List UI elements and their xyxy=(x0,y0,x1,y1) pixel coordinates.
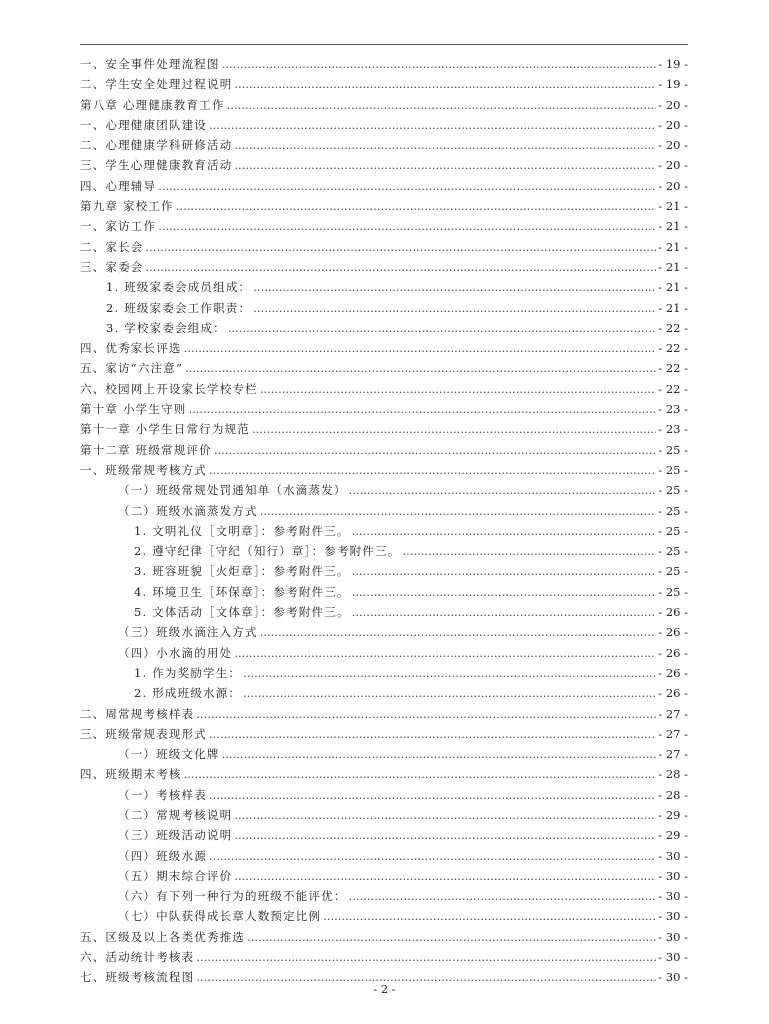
toc-entry-title: （三）班级水滴注入方式 xyxy=(118,625,258,640)
toc-entry-page: - 30 - xyxy=(658,929,688,944)
toc-leader-dots xyxy=(243,683,656,703)
toc-leader-dots xyxy=(227,95,657,115)
toc-entry-title: 2. 班级家委会工作职责： xyxy=(106,300,252,315)
toc-entry[interactable] xyxy=(80,805,688,825)
toc-entry-page: - 19 - xyxy=(658,57,688,71)
toc-entry-page: - 25 - xyxy=(658,584,688,599)
toc-leader-dots xyxy=(352,582,657,602)
toc-leader-dots xyxy=(252,419,656,439)
toc-leader-dots xyxy=(222,744,657,764)
toc-entry-title: 一、家访工作 xyxy=(80,219,157,234)
toc-entry-page: - 25 - xyxy=(658,503,688,518)
toc-entry-title: （四）班级水源 xyxy=(118,848,207,863)
toc-leader-dots xyxy=(188,399,656,419)
toc-leader-dots xyxy=(352,521,657,541)
toc-leader-dots xyxy=(234,155,656,175)
toc-entry[interactable] xyxy=(80,277,688,297)
toc-entry[interactable] xyxy=(80,399,688,419)
toc-entry-title: 二、学生安全处理过程说明 xyxy=(80,77,233,92)
toc-entry[interactable] xyxy=(80,906,688,926)
toc-entry[interactable] xyxy=(80,622,688,642)
toc-entry-title: 一、心理健康团队建设 xyxy=(80,117,207,132)
toc-leader-dots xyxy=(234,74,656,94)
toc-entry[interactable] xyxy=(80,115,688,135)
toc-entry[interactable] xyxy=(80,582,688,602)
toc-entry-page: - 20 - xyxy=(658,158,688,173)
toc-entry-title: 四、班级期末考核 xyxy=(80,767,182,782)
toc-entry-title: 1. 作为奖励学生： xyxy=(134,665,242,680)
toc-entry-page: - 30 - xyxy=(658,889,688,904)
toc-entry-title: 5. 文体活动［文体章］：参考附件三。 xyxy=(134,605,350,620)
toc-entry[interactable] xyxy=(80,764,688,784)
toc-entry-page: - 30 - xyxy=(658,909,688,924)
toc-entry-title: 第九章 家校工作 xyxy=(80,199,174,214)
toc-entry-page: - 25 - xyxy=(658,442,688,457)
toc-entry-title: 七、班级考核流程图 xyxy=(80,970,195,985)
toc-entry[interactable] xyxy=(80,866,688,886)
toc-entry[interactable] xyxy=(80,419,688,439)
toc-entry[interactable] xyxy=(80,785,688,805)
toc-leader-dots xyxy=(209,785,656,805)
toc-entry-page: - 29 - xyxy=(658,807,688,822)
toc-entry-page: - 26 - xyxy=(658,686,688,701)
toc-entry-title: （七）中队获得成长章人数预定比例 xyxy=(118,909,322,924)
toc-leader-dots xyxy=(247,927,656,947)
toc-entry-title: 三、学生心理健康教育活动 xyxy=(80,158,233,173)
toc-entry[interactable] xyxy=(80,155,688,175)
toc-entry[interactable] xyxy=(80,480,688,500)
toc-leader-dots xyxy=(243,663,656,683)
toc-entry-title: （一）班级常规处罚通知单（水滴蒸发） xyxy=(118,483,347,498)
toc-entry-title: 4. 环境卫生［环保章］：参考附件三。 xyxy=(134,584,350,599)
toc-entry-title: 三、家委会 xyxy=(80,259,144,274)
toc-entry-title: 第十二章 班级常规评价 xyxy=(80,442,212,457)
toc-leader-dots xyxy=(146,237,657,257)
toc-leader-dots xyxy=(185,358,656,378)
toc-entry-title: 一、班级常规考核方式 xyxy=(80,462,207,477)
toc-entry[interactable] xyxy=(80,379,688,399)
toc-entry-page: - 21 - xyxy=(658,239,688,254)
toc-entry[interactable] xyxy=(80,704,688,724)
toc-entry-title: 3. 班容班貌［火炬章］：参考附件三。 xyxy=(134,564,350,579)
toc-entry-page: - 28 - xyxy=(658,787,688,802)
toc-entry-title: 三、班级常规表现形式 xyxy=(80,726,207,741)
toc-leader-dots xyxy=(209,724,656,744)
toc-entry-page: - 30 - xyxy=(658,868,688,883)
toc-entry-title: （二）班级水滴蒸发方式 xyxy=(118,503,258,518)
toc-entry[interactable] xyxy=(80,74,688,94)
toc-entry-page: - 23 - xyxy=(658,422,688,437)
toc-entry-page: - 26 - xyxy=(658,625,688,640)
toc-leader-dots xyxy=(323,906,656,926)
toc-leader-dots xyxy=(402,541,656,561)
toc-entry-title: 六、校园网上开设家长学校专栏 xyxy=(80,381,258,396)
toc-entry-page: - 25 - xyxy=(658,462,688,477)
toc-entry-title: 五、区级及以上各类优秀推选 xyxy=(80,929,246,944)
toc-entry-title: （四）小水滴的用处 xyxy=(118,645,233,660)
toc-entry[interactable] xyxy=(80,54,688,74)
toc-entry-page: - 22 - xyxy=(658,361,688,376)
toc-entry-title: （三）班级活动说明 xyxy=(118,828,233,843)
toc-entry-page: - 25 - xyxy=(658,564,688,579)
toc-entry[interactable] xyxy=(80,825,688,845)
toc-entry-page: - 21 - xyxy=(658,219,688,234)
toc-entry[interactable] xyxy=(80,561,688,581)
toc-entry-page: - 21 - xyxy=(658,199,688,214)
toc-leader-dots xyxy=(253,277,656,297)
toc-leader-dots xyxy=(234,805,656,825)
toc-entry-title: 2. 形成班级水源： xyxy=(134,686,242,701)
toc-entry-page: - 21 - xyxy=(658,259,688,274)
toc-leader-dots xyxy=(214,440,656,460)
page-number: - 2 - xyxy=(373,982,396,996)
toc-entry[interactable] xyxy=(80,541,688,561)
toc-entry-page: - 22 - xyxy=(658,320,688,335)
toc-entry[interactable] xyxy=(80,216,688,236)
toc-entry[interactable] xyxy=(80,724,688,744)
toc-entry-page: - 25 - xyxy=(658,483,688,498)
toc-entry-page: - 20 - xyxy=(658,97,688,112)
toc-entry-page: - 28 - xyxy=(658,767,688,782)
toc-leader-dots xyxy=(209,460,656,480)
toc-leader-dots xyxy=(349,886,657,906)
toc-entry[interactable] xyxy=(80,298,688,318)
toc-entry-page: - 22 - xyxy=(658,341,688,356)
toc-entry-title: （一）考核样表 xyxy=(118,787,207,802)
toc-entry-title: （五）期末综合评价 xyxy=(118,868,233,883)
toc-leader-dots xyxy=(184,338,657,358)
toc-entry-page: - 20 - xyxy=(658,178,688,193)
toc-leader-dots xyxy=(184,764,657,784)
toc-entry[interactable] xyxy=(80,257,688,277)
toc-entry-page: - 26 - xyxy=(658,605,688,620)
toc-entry-page: - 30 - xyxy=(658,848,688,863)
toc-entry[interactable] xyxy=(80,521,688,541)
toc-leader-dots xyxy=(234,866,656,886)
toc-entry[interactable] xyxy=(80,846,688,866)
toc-entry-page: - 26 - xyxy=(658,665,688,680)
toc-entry-page: - 26 - xyxy=(658,645,688,660)
toc-entry-page: - 27 - xyxy=(658,726,688,741)
toc-leader-dots xyxy=(196,704,656,724)
toc-leader-dots xyxy=(352,561,657,581)
toc-entry[interactable] xyxy=(80,358,688,378)
toc-entry-page: - 23 - xyxy=(658,402,688,417)
toc-leader-dots xyxy=(228,318,656,338)
toc-entry-title: 第十章 小学生守则 xyxy=(80,402,187,417)
toc-entry[interactable] xyxy=(80,95,688,115)
toc-entry[interactable] xyxy=(80,460,688,480)
toc-leader-dots xyxy=(158,176,656,196)
toc-leader-dots xyxy=(234,135,656,155)
toc-entry-page: - 22 - xyxy=(658,381,688,396)
toc-entry-title: 四、心理辅导 xyxy=(80,178,157,193)
toc-entry[interactable] xyxy=(80,643,688,663)
toc-entry[interactable] xyxy=(80,196,688,216)
toc-leader-dots xyxy=(253,298,656,318)
toc-entry[interactable] xyxy=(80,744,688,764)
toc-entry-page: - 29 - xyxy=(658,828,688,843)
toc-entry-page: - 19 - xyxy=(658,77,688,92)
toc-entry-page: - 27 - xyxy=(658,706,688,721)
toc-entry-title: 1. 班级家委会成员组成： xyxy=(106,280,252,295)
toc-leader-dots xyxy=(260,379,656,399)
toc-entry-title: 二、周常规考核样表 xyxy=(80,706,195,721)
toc-entry-page: - 27 - xyxy=(658,747,688,762)
toc-entry[interactable] xyxy=(80,947,688,967)
toc-entry-title: 二、家长会 xyxy=(80,239,144,254)
toc-entry[interactable] xyxy=(80,237,688,257)
toc-leader-dots xyxy=(349,480,657,500)
toc-entry[interactable] xyxy=(80,176,688,196)
toc-entry-title: 第十一章 小学生日常行为规范 xyxy=(80,422,250,437)
toc-entry-page: - 20 - xyxy=(658,117,688,132)
toc-leader-dots xyxy=(234,825,656,845)
toc-entry-title: （六）有下列一种行为的班级不能评优： xyxy=(118,889,347,904)
toc-entry-title: 四、优秀家长评选 xyxy=(80,341,182,356)
toc-entry[interactable] xyxy=(80,663,688,683)
toc-entry[interactable] xyxy=(80,886,688,906)
toc-leader-dots xyxy=(260,622,657,642)
toc-leader-dots xyxy=(209,115,656,135)
header-rule xyxy=(80,44,688,45)
toc-entry-title: （一）班级文化牌 xyxy=(118,747,220,762)
toc-entry-title: 1. 文明礼仪［文明章］：参考附件三。 xyxy=(134,523,350,538)
toc-leader-dots xyxy=(209,846,656,866)
toc-entry[interactable] xyxy=(80,135,688,155)
toc-entry-title: 3. 学校家委会组成： xyxy=(106,320,226,335)
toc-entry[interactable] xyxy=(80,440,688,460)
toc-entry-page: - 30 - xyxy=(658,970,688,985)
toc-leader-dots xyxy=(260,501,657,521)
toc-leader-dots xyxy=(234,643,656,663)
toc-entry-title: 一、安全事件处理流程图 xyxy=(80,57,220,71)
toc-entry-title: 五、家访“六注意” xyxy=(80,361,184,376)
toc-entry-page: - 30 - xyxy=(658,950,688,965)
toc-entry[interactable] xyxy=(80,602,688,622)
toc-entry-page: - 25 - xyxy=(658,544,688,559)
toc-entry[interactable] xyxy=(80,927,688,947)
toc-entry-page: - 20 - xyxy=(658,138,688,153)
toc-entry-title: 2. 遵守纪律［守纪（知行）章］：参考附件三。 xyxy=(134,544,401,559)
toc-entry-title: （二）常规考核说明 xyxy=(118,807,233,822)
toc-leader-dots xyxy=(196,947,656,967)
toc-entry[interactable] xyxy=(80,318,688,338)
toc-entry-title: 二、心理健康学科研修活动 xyxy=(80,138,233,153)
toc-entry-page: - 25 - xyxy=(658,523,688,538)
toc-leader-dots xyxy=(222,54,657,74)
toc-entry[interactable] xyxy=(80,683,688,703)
toc-entry-page: - 21 - xyxy=(658,300,688,315)
table-of-contents xyxy=(80,54,688,988)
toc-entry[interactable] xyxy=(80,338,688,358)
toc-leader-dots xyxy=(158,216,656,236)
toc-entry-title: 第八章 心理健康教育工作 xyxy=(80,97,225,112)
toc-leader-dots xyxy=(352,602,657,622)
toc-entry-page: - 21 - xyxy=(658,280,688,295)
toc-leader-dots xyxy=(146,257,657,277)
toc-leader-dots xyxy=(176,196,657,216)
toc-entry-title: 六、活动统计考核表 xyxy=(80,950,195,965)
toc-entry[interactable] xyxy=(80,501,688,521)
